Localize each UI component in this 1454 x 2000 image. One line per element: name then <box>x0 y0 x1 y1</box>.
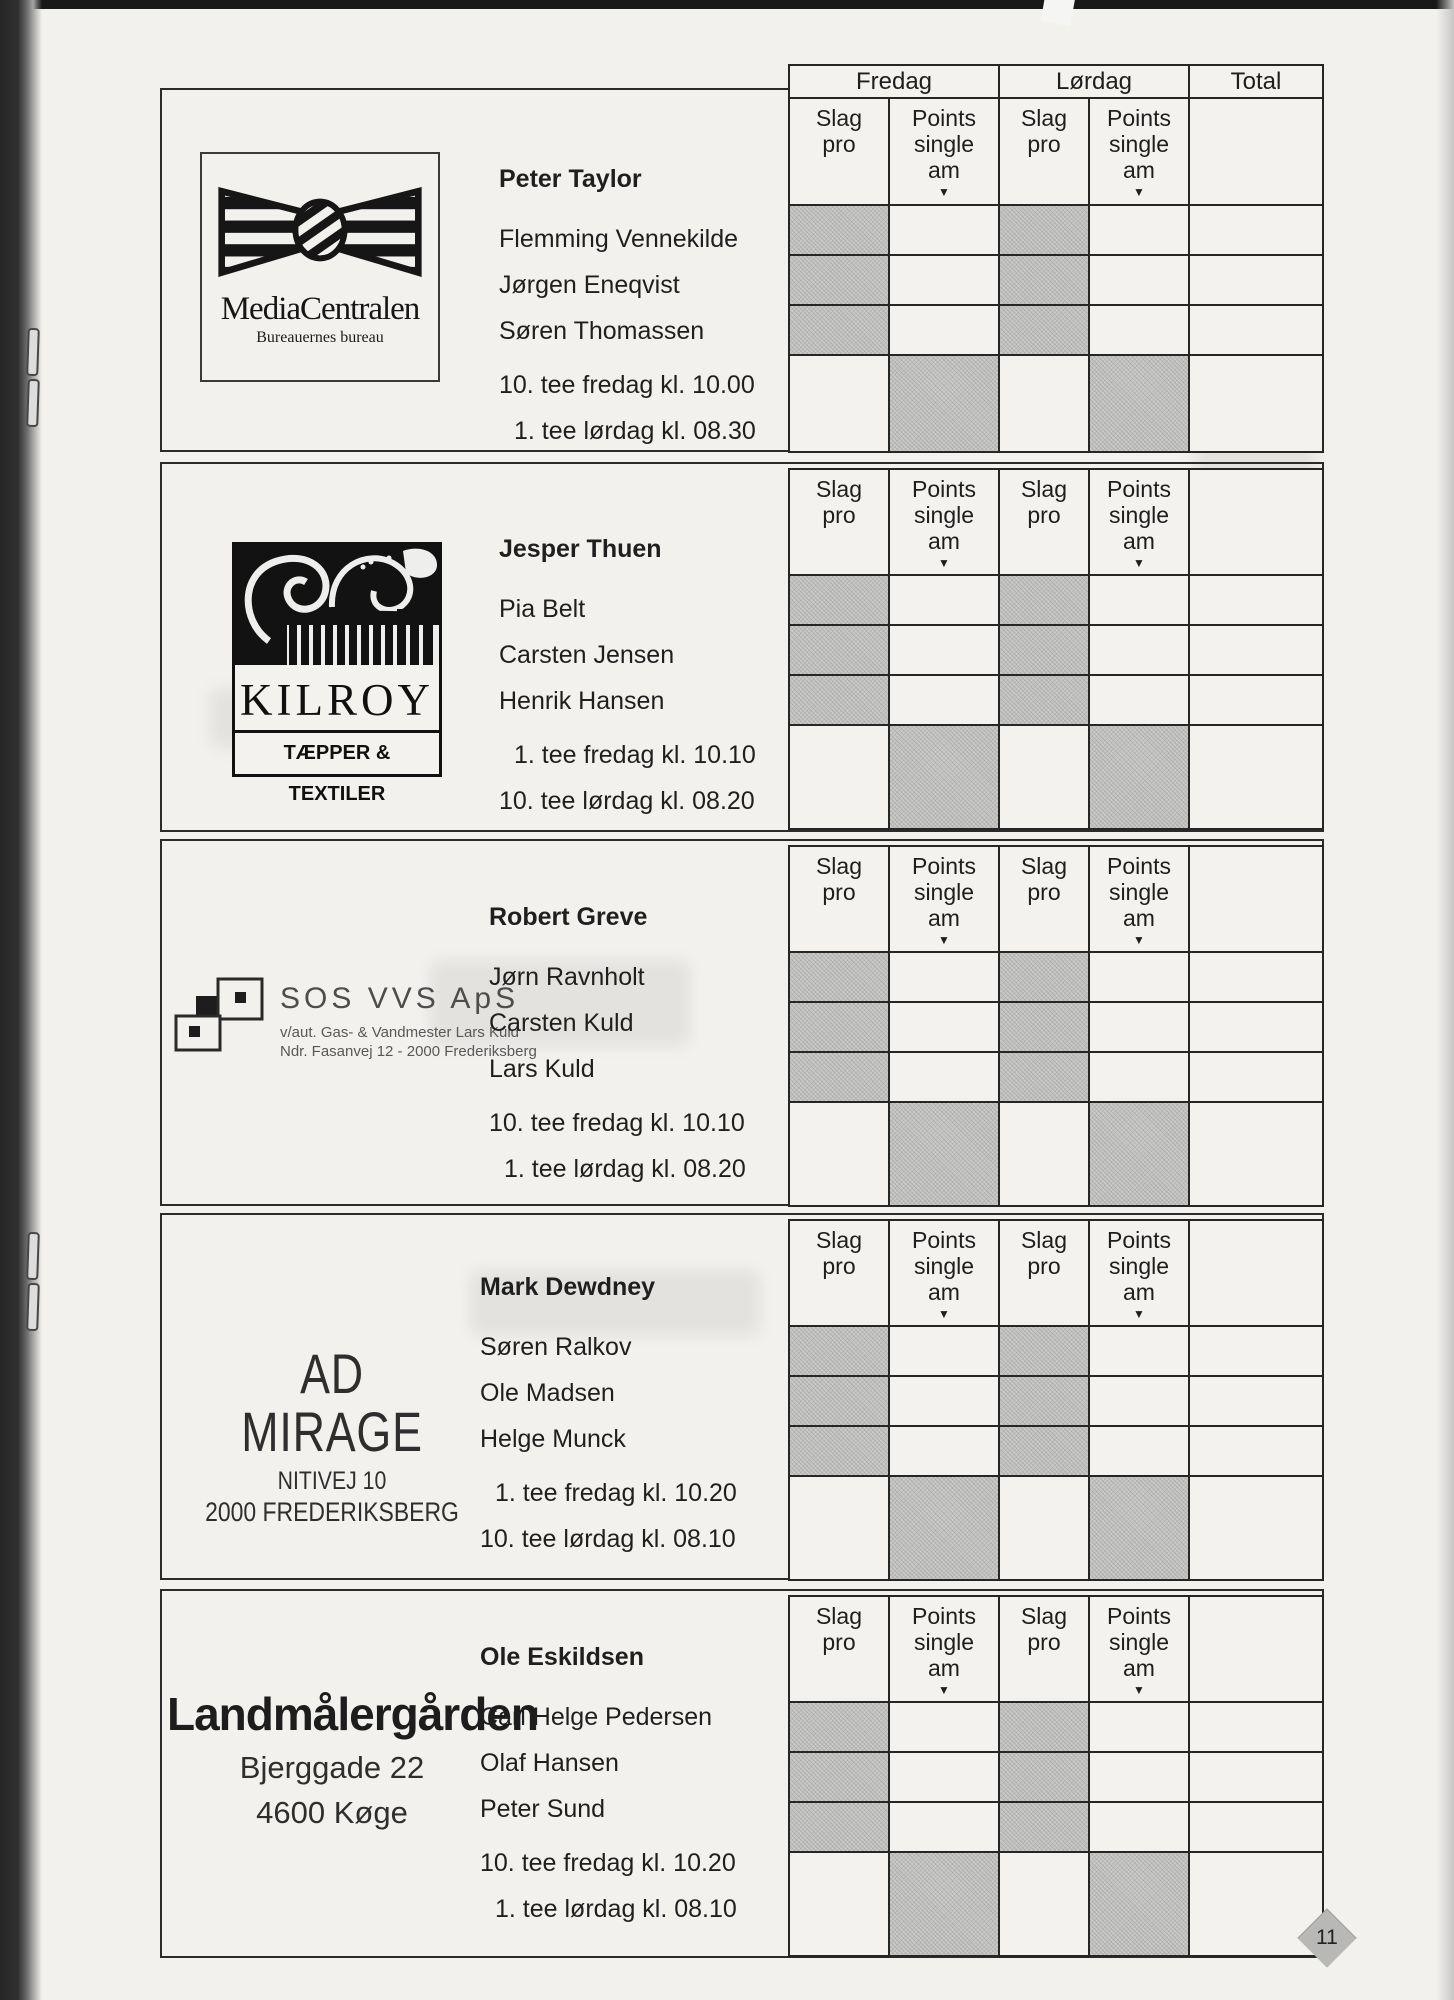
sponsor-address-line: 2000 FREDERIKSBERG <box>205 1497 459 1527</box>
sponsor-tagline: TÆPPER & TEXTILER <box>235 730 439 774</box>
player-score-row <box>790 1053 1322 1103</box>
score-cell <box>790 626 890 676</box>
column-header-row <box>790 470 1322 576</box>
score-cell <box>890 1427 1000 1477</box>
column-header-row <box>790 1597 1322 1703</box>
down-arrow-icon: ▼ <box>938 556 950 570</box>
player-score-row <box>790 676 1322 726</box>
team-roster <box>489 894 746 1192</box>
score-cell <box>790 1477 890 1579</box>
points-single-am-header: Points single am ▼ <box>890 99 1000 206</box>
player-name: Peter Sund <box>480 1794 606 1823</box>
slag-pro-header: Slag pro <box>1000 847 1090 953</box>
player-name: Søren Thomassen <box>499 316 705 345</box>
score-grid <box>788 468 1324 830</box>
points-single-am-header: Points single am ▼ <box>890 1221 1000 1327</box>
score-grid <box>788 64 1324 453</box>
score-cell <box>1090 726 1190 828</box>
score-cell <box>790 576 890 626</box>
slag-pro-header: Slag pro <box>790 99 890 206</box>
score-cell <box>890 626 1000 676</box>
points-single-am-header: Points single am ▼ <box>1090 1597 1190 1703</box>
score-cell <box>1090 1003 1190 1053</box>
score-cell <box>790 676 890 726</box>
score-cell <box>1000 1703 1090 1753</box>
down-arrow-icon: ▼ <box>938 1683 950 1697</box>
sponsor-logo-kilroy <box>232 542 442 805</box>
player-score-row <box>790 306 1322 356</box>
slag-pro-header: Slag pro <box>1000 99 1090 206</box>
score-cell <box>790 726 890 828</box>
score-cell <box>1090 1377 1190 1427</box>
staple-mark <box>27 1232 39 1334</box>
player-score-row <box>790 1377 1322 1427</box>
score-cell <box>1000 1803 1090 1853</box>
score-cell <box>1000 576 1090 626</box>
score-cell <box>790 356 890 451</box>
score-cell <box>790 206 890 256</box>
down-arrow-icon: ▼ <box>938 1307 950 1321</box>
tee-time: 10. tee lørdag kl. 08.20 <box>499 786 755 815</box>
score-cell <box>890 953 1000 1003</box>
slag-pro-header: Slag pro <box>790 847 890 953</box>
score-cell <box>1190 1703 1322 1753</box>
points-single-am-header: Points single am ▼ <box>1090 99 1190 206</box>
player-score-row <box>790 1753 1322 1803</box>
tee-time: 10. tee fredag kl. 10.10 <box>489 1108 745 1137</box>
score-cell <box>1190 356 1322 451</box>
score-cell <box>1190 1003 1322 1053</box>
team-score-row <box>790 1853 1322 1955</box>
pro-player-name: Ole Eskildsen <box>480 1642 644 1671</box>
score-cell <box>1000 1103 1090 1205</box>
score-cell <box>1090 256 1190 306</box>
sponsor-address-line: Ndr. Fasanvej 12 - 2000 Frederiksberg <box>280 1043 537 1060</box>
score-cell <box>1090 1427 1190 1477</box>
sponsor-address-line: Bjerggade 22 <box>239 1750 425 1785</box>
sponsor-address-line: NITIVEJ 10 <box>277 1467 387 1495</box>
score-cell <box>1190 1103 1322 1205</box>
score-cell <box>790 1327 890 1377</box>
score-cell <box>1190 726 1322 828</box>
player-name: Olaf Hansen <box>480 1748 619 1777</box>
score-grid <box>788 1219 1324 1581</box>
team-score-row <box>790 356 1322 451</box>
team-score-row <box>790 726 1322 828</box>
score-cell <box>790 306 890 356</box>
score-cell <box>1000 953 1090 1003</box>
score-cell <box>890 1103 1000 1205</box>
score-cell <box>1190 626 1322 676</box>
score-cell <box>1090 1753 1190 1803</box>
down-arrow-icon: ▼ <box>1133 1307 1145 1321</box>
score-cell <box>790 256 890 306</box>
player-score-row <box>790 206 1322 256</box>
score-cell <box>790 953 890 1003</box>
score-cell <box>890 1327 1000 1377</box>
scan-right-edge <box>1436 0 1454 2000</box>
slag-pro-header: Slag pro <box>1000 1597 1090 1703</box>
slag-pro-header: Slag pro <box>790 1221 890 1327</box>
down-arrow-icon: ▼ <box>938 185 950 199</box>
sponsor-name: MediaCentralen <box>220 291 420 327</box>
player-score-row <box>790 1427 1322 1477</box>
score-cell <box>890 1703 1000 1753</box>
score-cell <box>790 1377 890 1427</box>
score-cell <box>790 1703 890 1753</box>
down-arrow-icon: ▼ <box>1133 185 1145 199</box>
team-score-row <box>790 1477 1322 1579</box>
score-cell <box>790 1003 890 1053</box>
player-score-row <box>790 1003 1322 1053</box>
tee-time: 1. tee lørdag kl. 08.30 <box>514 416 756 445</box>
score-cell <box>890 1853 1000 1955</box>
score-cell <box>1000 1853 1090 1955</box>
tee-time: 1. tee fredag kl. 10.10 <box>514 740 756 769</box>
pro-player-name: Robert Greve <box>489 902 648 931</box>
score-cell <box>890 676 1000 726</box>
pro-player-name: Jesper Thuen <box>499 534 662 563</box>
sponsor-logo-ad-mirage <box>172 1342 492 1528</box>
score-cell <box>1090 306 1190 356</box>
player-score-row <box>790 626 1322 676</box>
total-header: Total <box>1190 66 1322 99</box>
points-single-am-header: Points single am ▼ <box>1090 847 1190 953</box>
player-score-row <box>790 576 1322 626</box>
player-name: Pia Belt <box>499 594 586 623</box>
score-cell <box>1090 206 1190 256</box>
score-cell <box>1190 256 1322 306</box>
score-cell <box>1000 306 1090 356</box>
score-cell <box>1190 1753 1322 1803</box>
sponsor-logo-landmaalergaarden <box>167 1686 538 1831</box>
score-cell <box>890 576 1000 626</box>
team-score-row <box>790 1103 1322 1205</box>
total-column-header <box>1190 847 1322 953</box>
total-column-header <box>1190 99 1322 206</box>
points-single-am-header: Points single am ▼ <box>1090 1221 1190 1327</box>
player-name: Carsten Kuld <box>489 1008 634 1037</box>
score-cell <box>1090 1053 1190 1103</box>
tee-time: 1. tee lørdag kl. 08.20 <box>504 1154 746 1183</box>
score-cell <box>1090 1327 1190 1377</box>
score-cell <box>1190 1477 1322 1579</box>
player-score-row <box>790 1327 1322 1377</box>
column-header-row <box>790 847 1322 953</box>
team-roster <box>499 526 756 824</box>
score-cell <box>1090 953 1190 1003</box>
score-cell <box>1000 206 1090 256</box>
sponsor-name: Landmålergården <box>167 1688 538 1740</box>
player-name: Søren Ralkov <box>480 1332 632 1361</box>
total-column-header <box>1190 470 1322 576</box>
scan-notch <box>1041 0 1076 26</box>
player-name: Carl Helge Pedersen <box>480 1702 713 1731</box>
score-cell <box>1190 1327 1322 1377</box>
score-cell <box>890 356 1000 451</box>
sponsor-tagline: Bureauernes bureau <box>256 329 384 346</box>
sponsor-address-line: 4600 Køge <box>256 1795 408 1830</box>
score-cell <box>1190 1053 1322 1103</box>
score-cell <box>1000 1753 1090 1803</box>
score-cell <box>1190 206 1322 256</box>
bowtie-icon <box>212 178 428 282</box>
scan-top-edge <box>0 0 1454 9</box>
score-cell <box>1090 356 1190 451</box>
score-cell <box>1090 1703 1190 1753</box>
score-cell <box>1190 1377 1322 1427</box>
day-header-row <box>790 66 1322 99</box>
slag-pro-header: Slag pro <box>1000 1221 1090 1327</box>
score-cell <box>890 256 1000 306</box>
total-column-header <box>1190 1221 1322 1327</box>
score-cell <box>1090 676 1190 726</box>
player-name: Henrik Hansen <box>499 686 665 715</box>
sponsor-address-line: v/aut. Gas- & Vandmester Lars Kuld <box>280 1024 519 1041</box>
pro-player-name: Mark Dewdney <box>480 1272 656 1301</box>
player-name: Flemming Vennekilde <box>499 224 739 253</box>
score-cell <box>890 1753 1000 1803</box>
score-cell <box>890 1053 1000 1103</box>
score-grid <box>788 1595 1324 1957</box>
score-cell <box>1000 626 1090 676</box>
page-number: 11 <box>1316 1926 1338 1949</box>
score-cell <box>890 1803 1000 1853</box>
pro-player-name: Peter Taylor <box>499 164 642 193</box>
score-cell <box>890 306 1000 356</box>
score-cell <box>1000 1053 1090 1103</box>
score-cell <box>790 1853 890 1955</box>
score-cell <box>1000 356 1090 451</box>
score-cell <box>1190 676 1322 726</box>
score-cell <box>890 1377 1000 1427</box>
score-cell <box>1000 1327 1090 1377</box>
kilroy-ornament-graphic <box>235 545 439 665</box>
score-cell <box>790 1103 890 1205</box>
player-name: Ole Madsen <box>480 1378 615 1407</box>
score-cell <box>1190 306 1322 356</box>
sos-logo-mark-icon <box>174 976 266 1054</box>
score-cell <box>1190 953 1322 1003</box>
tee-time: 1. tee fredag kl. 10.20 <box>495 1478 737 1507</box>
player-score-row <box>790 1803 1322 1853</box>
points-single-am-header: Points single am ▼ <box>890 1597 1000 1703</box>
score-cell <box>1000 676 1090 726</box>
score-cell <box>1000 1377 1090 1427</box>
score-cell <box>890 1477 1000 1579</box>
sponsor-name: SOS VVS ApS <box>280 982 520 1015</box>
sponsor-logo-mediacentralen <box>200 152 440 382</box>
player-name: Jørgen Eneqvist <box>499 270 680 299</box>
down-arrow-icon: ▼ <box>938 933 950 947</box>
slag-pro-header: Slag pro <box>790 470 890 576</box>
score-cell <box>1190 1803 1322 1853</box>
score-cell <box>1090 626 1190 676</box>
points-single-am-header: Points single am ▼ <box>890 470 1000 576</box>
column-header-row <box>790 99 1322 206</box>
tee-time: 10. tee fredag kl. 10.00 <box>499 370 755 399</box>
score-cell <box>1190 1427 1322 1477</box>
score-cell <box>1000 1003 1090 1053</box>
player-name: Helge Munck <box>480 1424 626 1453</box>
day-header-lordag: Lørdag <box>1000 66 1190 99</box>
total-column-header <box>1190 1597 1322 1703</box>
team-roster <box>480 1264 737 1562</box>
score-cell <box>1190 576 1322 626</box>
score-grid <box>788 845 1324 1207</box>
score-cell <box>890 206 1000 256</box>
score-cell <box>790 1803 890 1853</box>
score-cell <box>890 1003 1000 1053</box>
column-header-row <box>790 1221 1322 1327</box>
score-cell <box>890 726 1000 828</box>
team-roster <box>499 156 756 454</box>
binding-spine-shadow <box>0 0 42 2000</box>
score-cell <box>790 1427 890 1477</box>
sponsor-name: KILROY <box>240 675 434 725</box>
tee-time: 10. tee fredag kl. 10.20 <box>480 1848 736 1877</box>
sponsor-logo-sos-vvs <box>174 976 537 1061</box>
player-score-row <box>790 1703 1322 1753</box>
points-single-am-header: Points single am ▼ <box>890 847 1000 953</box>
down-arrow-icon: ▼ <box>1133 933 1145 947</box>
player-score-row <box>790 953 1322 1003</box>
sponsor-name: AD MIRAGE <box>241 1342 423 1463</box>
player-name: Carsten Jensen <box>499 640 675 669</box>
slag-pro-header: Slag pro <box>790 1597 890 1703</box>
score-cell <box>1090 1803 1190 1853</box>
tee-time: 10. tee lørdag kl. 08.10 <box>480 1524 736 1553</box>
score-cell <box>1090 1103 1190 1205</box>
slag-pro-header: Slag pro <box>1000 470 1090 576</box>
score-cell <box>1000 256 1090 306</box>
down-arrow-icon: ▼ <box>1133 1683 1145 1697</box>
score-cell <box>1000 1427 1090 1477</box>
player-name: Jørn Ravnholt <box>489 962 645 991</box>
score-cell <box>1000 726 1090 828</box>
tee-time: 1. tee lørdag kl. 08.10 <box>495 1894 737 1923</box>
score-cell <box>1090 576 1190 626</box>
score-cell <box>1090 1477 1190 1579</box>
score-cell <box>790 1053 890 1103</box>
score-cell <box>1000 1477 1090 1579</box>
player-score-row <box>790 256 1322 306</box>
day-header-fredag: Fredag <box>790 66 1000 99</box>
score-cell <box>1090 1853 1190 1955</box>
points-single-am-header: Points single am ▼ <box>1090 470 1190 576</box>
player-name: Lars Kuld <box>489 1054 595 1083</box>
staple-mark <box>27 328 39 430</box>
down-arrow-icon: ▼ <box>1133 556 1145 570</box>
team-roster <box>480 1634 737 1932</box>
score-cell <box>790 1753 890 1803</box>
